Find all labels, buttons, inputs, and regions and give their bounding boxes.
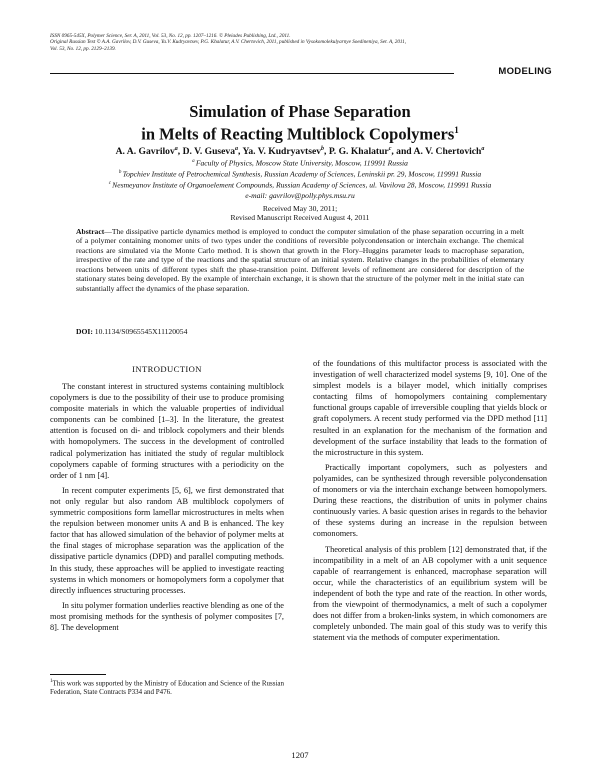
author-list — [50, 143, 550, 158]
affiliation-mark: b — [118, 170, 123, 176]
footnote-mark: 1 — [50, 679, 53, 684]
title-line-text: in Melts of Reacting Multiblock Copolymers — [141, 124, 455, 144]
title-line — [50, 121, 550, 144]
body-paragraph: In situ polymer formation underlies reactive blending as one of the most promising methods for the synthesis of polymer composites [7, 8]. The development — [50, 600, 284, 632]
affiliation-list — [50, 157, 550, 191]
rubric-label: MODELING — [498, 66, 552, 77]
author-separator: , — [324, 146, 329, 158]
received-dates — [50, 204, 550, 223]
body-paragraph: In recent computer experiments [5, 6], we first demonstrated that not only regular but also random AB multiblock copolymers of symmetric compositions form lamellar microstructures in melts when the repulsion between monomer units A and B is enhanced. The key factor that has allowed simulation of the behavior of polymer melts at the final stages of microphase separation was the application of the dissipative particle dynamics (DPD) and parallel computing methods. In this study, these approaches will be applied to investigate reacting systems in which monomers or homopolymers form a copolymer that directly influences structuring processes. — [50, 485, 284, 595]
title-footnote-mark: 1 — [454, 125, 459, 135]
page-number: 1207 — [291, 750, 309, 760]
journal-line: Original Russian Text © A.A. Gavrilov, D.V. Guseva, Ya.V. Kudryavtsev, P.G. Khalatur, A.V. Chertovich, 2011, published in Vysokomolekulyarnye Soedineniya, Ser. A, 2011, — [50, 39, 407, 46]
affiliation-text: Topchiev Institute of Petrochemical Synthesis, Russian Academy of Sciences, Leninskii pr. 29, Moscow, 119991 Russia — [122, 169, 482, 179]
body-paragraph: of the foundations of this multifactor process is associated with the investigation of well characterized model systems [9, 10]. One of the simplest models is a bilayer model, which initially comprises contacting films of homopolymers containing complementary functional groups capable of irreversible coupling that yields block or graft copolymers. A recent study performed via the DPD method [11] resulted in an explanation for the mechanism of the formation and development of the surface instability that leads to the formation of the microstructure in this system. — [313, 359, 547, 457]
article-title — [50, 102, 550, 144]
abstract-text: —The dissipative particle dynamics method is employed to conduct the computer simulation of the phase separation occurring in a melt of a polymer containing monomer units of two types under the conditions of reversible polycondensation or interchain exchange. The chemical reactions are simulated via the Monte Carlo method. It is shown that growth in the Flory–Huggins parameter leads to macrophase separation, irrespective of the rate and type of the reactions and the spatial structure of an initial system. Relative changes in the probabilities of elementary reactions between units of different types shift the phase-transition point. Different levels of refinement are considered for description of the stationary states being developed. By the example of interchain exchange, it is shown that the structure of the polymer melt in the initial state can substantially affect the dynamics of the phase separation. — [76, 227, 524, 293]
author-separator: , — [238, 146, 243, 158]
journal-info — [50, 33, 550, 52]
author-name: A. A. Gavrilov — [115, 146, 175, 158]
affiliation — [50, 168, 550, 179]
affiliation — [50, 179, 550, 190]
footnote — [50, 678, 284, 697]
body-paragraph: The constant interest in structured systems containing multiblock copolymers is due to the possibility of their use to produce promising composite materials in which the valuable properties of individual components can be combined [1–3]. In the literature, the greatest attention is focused on di- and triblock copolymers and their blends with homopolymers. The success in the development of controlled radical polymerization has initiated the study of regular multiblock copolymers capable of forming structures with a periodicity on the order of 1 nm [4]. — [50, 382, 284, 480]
affiliation-mark: c — [108, 181, 113, 187]
abstract — [76, 227, 524, 293]
author-name: A. V. Chertovich — [413, 146, 482, 158]
affiliation-text: Nesmeyanov Institute of Organoelement Compounds, Russian Academy of Sciences, ul. Vavilova 28, Moscow, 119991 Russia — [112, 181, 492, 190]
left-paragraphs — [50, 381, 284, 633]
section-heading-introduction: INTRODUCTION — [132, 364, 202, 374]
footnote-text: This work was supported by the Ministry of Education and Science of the Russian Federation, State Contracts P334 and P476. — [50, 679, 284, 697]
author-separator: , and — [391, 146, 414, 158]
abstract-label: Abstract — [76, 227, 105, 236]
affiliation-mark: a — [192, 159, 196, 164]
body-paragraph: Practically important copolymers, such as polyesters and polyamides, can be synthesized through reversible polycondensation of monomers or via the interchain exchange between homopolymers. During these reactions, the distribution of units in polymer chains continuously varies. A basic question arises in regards to the behavior of these systems during an increase in the repulsion between comonomers. — [313, 462, 547, 539]
author-affiliation-mark: a — [174, 146, 178, 152]
affiliation — [50, 157, 550, 168]
author-affiliation-mark: b — [321, 146, 325, 152]
doi-label: DOI: — [76, 327, 93, 336]
left-column — [50, 364, 284, 637]
received-date: Received May 30, 2011; — [262, 204, 338, 213]
doi — [76, 327, 187, 337]
affiliations — [50, 157, 550, 200]
journal-line: Vol. 53, No. 12, pp. 2129–2139. — [50, 45, 116, 52]
author-affiliation-mark: c — [388, 146, 392, 152]
author-affiliation-mark: a — [235, 146, 239, 152]
body-paragraph: Theoretical analysis of this problem [12] demonstrated that, if the incompatibility in a melt of an AB copolymer with a unit sequence capable of rearrangement is enhanced, macrophase separation will occur, while the characteristics of an equilibrium system will be independent of both the type and rate of the reaction. In other words, from the viewpoint of thermodynamics, a melt of such a copolymer does not differ from a broken-links system, in which comonomers are completely unbonded. The main goal of this study was to verify this statement via the methods of computer experimentation. — [313, 544, 547, 643]
doi-value: 10.1134/S0965545X11120054 — [94, 327, 188, 336]
email: e-mail: gavrilov@polly.phys.msu.ru — [245, 190, 355, 200]
right-column — [313, 358, 547, 647]
footnote-rule — [50, 674, 106, 675]
author-name: Ya. V. Kudryavtsev — [242, 146, 322, 158]
right-paragraphs — [313, 358, 547, 643]
author-name: D. V. Guseva — [182, 146, 236, 158]
rubric-rule — [50, 73, 454, 74]
author-name: P. G. Khalatur — [328, 146, 389, 158]
title-line: Simulation of Phase Separation — [189, 102, 411, 121]
author-affiliation-mark: a — [481, 146, 485, 152]
affiliation-text: Faculty of Physics, Moscow State University, Moscow, 119991 Russia — [195, 158, 408, 168]
author-separator: , — [177, 146, 183, 158]
revised-date: Revised Manuscript Received August 4, 2011 — [230, 213, 370, 223]
journal-line: ISSN 0965-545X, Polymer Science, Ser. A, 2011, Vol. 53, No. 12, pp. 1207–1216. © Pleiades Publishing, Ltd., 2011. — [50, 33, 291, 39]
